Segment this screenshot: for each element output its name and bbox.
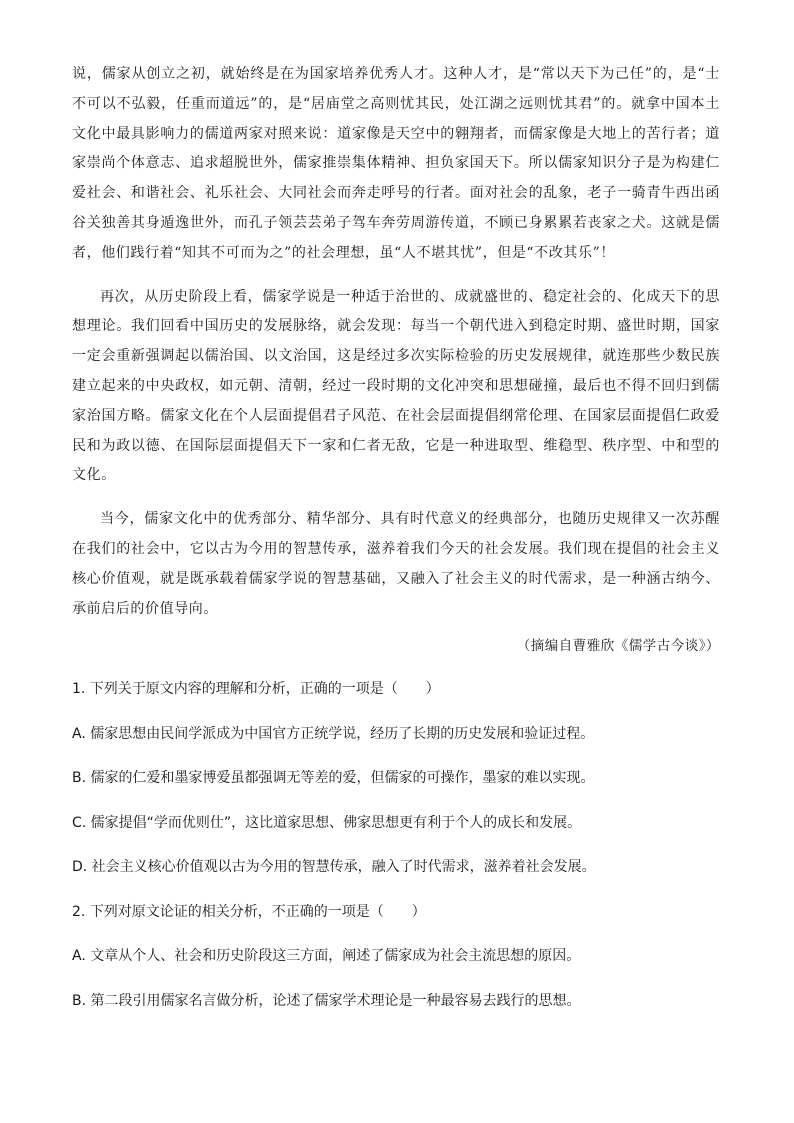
question-1-option-a: A. 儒家思想由民间学派成为中国官方正统学说，经历了长期的历史发展和验证过程。	[72, 725, 595, 742]
question-1-option-b: B. 儒家的仁爱和墨家博爱虽都强调无等差的爱，但儒家的可操作，墨家的难以实现。	[72, 770, 595, 786]
passage-source: （摘编自曹雅欣《儒学古今谈》）	[516, 638, 720, 654]
reading-passage	[72, 60, 720, 638]
passage-paragraph-2: 再次，从历史阶段上看，儒家学说是一种适于治世的、成就盛世的、稳定社会的、化成天下的思想理论。我们回看中国历史的发展脉络，就会发现：每当一个朝代进入到稳定时期、盛世时期，国家一定会重新强调起以儒治国、以文治国，这是经过多次实际检验的历史发展规律，就连那些少数民族建立起来的中央政权，如元朝、清朝，经过一段时期的文化冲突和思想碰撞，最后也不得不回归到儒家治国方略。儒家文化在个人层面提倡君子风范、在社会层面提倡纲常伦理、在国家层面提倡仁政爱民和为政以德、在国际层面提倡天下一家和仁者无敌，它是一种进取型、维稳型、秩序型、中和型的文化。	[72, 288, 720, 484]
question-1-option-d: D. 社会主义核心价值观以古为今用的智慧传承，融入了时代需求，滋养着社会发展。	[72, 859, 596, 875]
question-list	[72, 678, 732, 1034]
question-2-stem: 2. 下列对原文论证的相关分析，不正确的一项是（ ）	[72, 903, 426, 920]
question-2-option-b: B. 第二段引用儒家名言做分析，论述了儒家学术理论是一种最容易去践行的思想。	[72, 992, 581, 1009]
question-2-option-a: A. 文章从个人、社会和历史阶段这三方面，阐述了儒家成为社会主流思想的原因。	[72, 948, 581, 964]
question-1-option-c: C. 儒家提倡“学而优则仕”，这比道家思想、佛家思想更有利于个人的成长和发展。	[72, 814, 582, 831]
question-1-stem: 1. 下列关于原文内容的理解和分析，正确的一项是（ ）	[72, 681, 440, 697]
passage-paragraph-1: 说，儒家从创立之初，就始终是在为国家培养优秀人才。这种人才，是“常以天下为己任”的，是“士不可以不弘毅，任重而道远”的，是“居庙堂之高则忧其民，处江湖之远则忧其君”的。就拿中国本土文化中最具影响力的儒道两家对照来说：道家像是天空中的翱翔者，而儒家像是大地上的苦行者；道家崇尚个体意志、追求超脱世外，儒家推崇集体精神、担负家国天下。所以儒家知识分子是为构建仁爱社会、和谐社会、礼乐社会、大同社会而奔走呼号的行者。面对社会的乱象，老子一骑青牛西出函谷关独善其身遁逸世外，而孔子领芸芸弟子驾车奔劳周游传道，不顾已身累累若丧家之犬。这就是儒者，他们践行着“知其不可而为之”的社会理想，虽“人不堪其忧”，但是“不改其乐”！	[72, 66, 720, 261]
passage-paragraph-3: 当今，儒家文化中的优秀部分、精华部分、具有时代意义的经典部分，也随历史规律又一次苏醒在我们的社会中，它以古为今用的智慧传承，滋养着我们今天的社会发展。我们现在提倡的社会主义核心价值观，就是既承载着儒家学说的智慧基础，又融入了社会主义的时代需求，是一种涵古纳今、承前启后的价值导向。	[72, 511, 720, 617]
